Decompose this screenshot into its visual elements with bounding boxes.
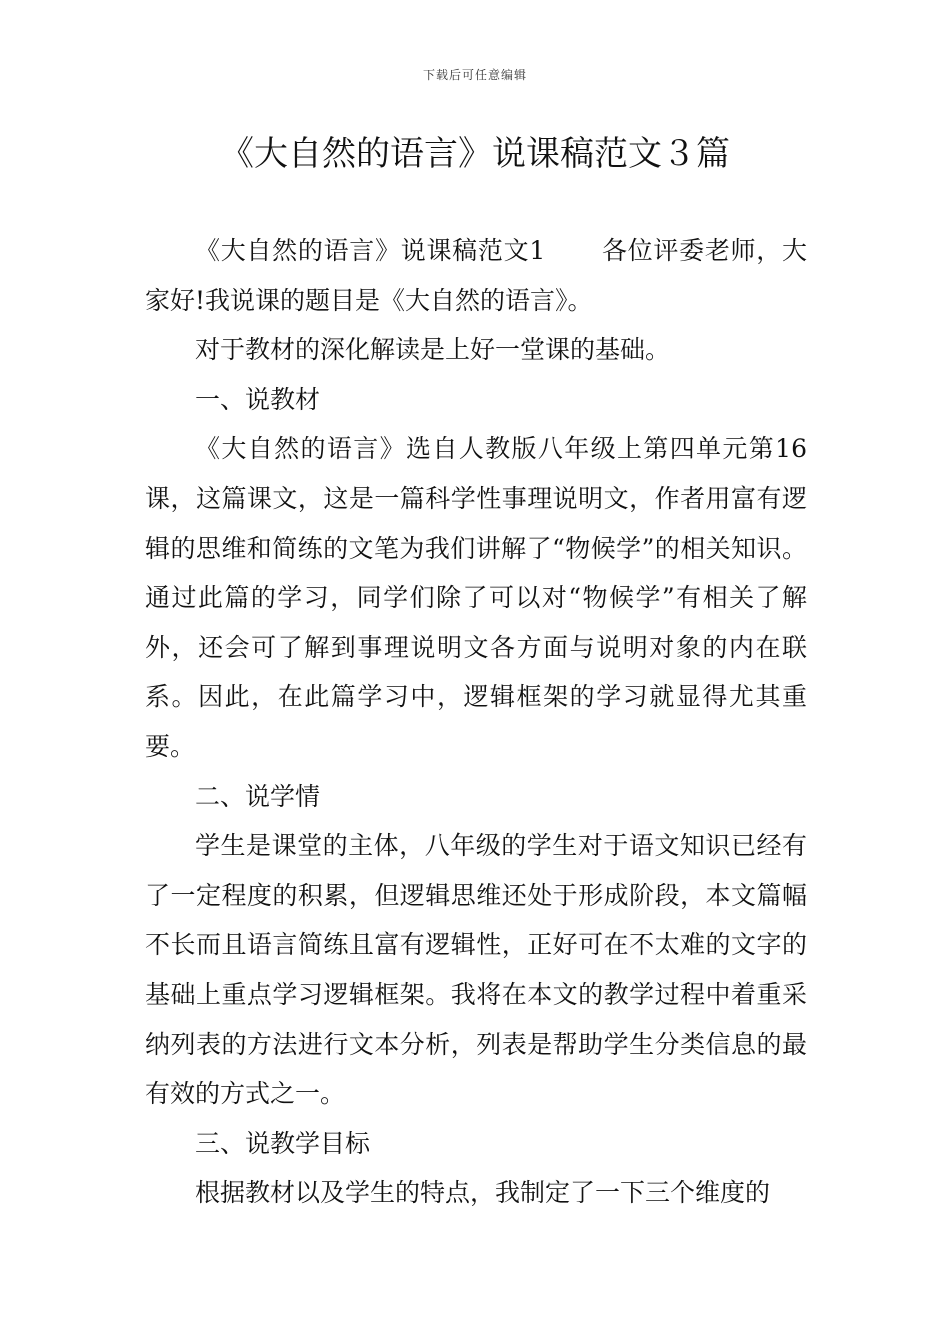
intro-greeting: 各位评委老师，大家好!我说课的题目是《大自然的语言》。 <box>145 236 807 315</box>
header-note: 下载后可任意编辑 <box>422 68 527 82</box>
document-title: 《大自然的语言》说课稿范文３篇 <box>220 134 730 174</box>
paragraph-students: 学生是课堂的主体，八年级的学生对于语文知识已经有了一定程度的积累，但逻辑思维还处于形成阶段，本文篇幅不长而且语言简练且富有逻辑性，正好可在不太难的文字的基础上重点学习逻辑框架。我将在本文的教学过程中着重采纳列表的方法进行文本分析，列表是帮助学生分类信息的最有效的方式之一。 <box>145 831 807 1109</box>
intro-paragraph <box>145 226 807 325</box>
document-body <box>145 226 807 1218</box>
paragraph-foundation: 对于教材的深化解读是上好一堂课的基础。 <box>195 335 671 365</box>
paragraph-textbook: 《大自然的语言》选自人教版八年级上第四单元第16课，这篇课文，这是一篇科学性事理说明文，作者用富有逻辑的思维和简练的文笔为我们讲解了“物候学”的相关知识。通过此篇的学习，同学们除了可以对“物候学”有相关了解外，还会可了解到事理说明文各方面与说明对象的内在联系。因此，在此篇学习中，逻辑框架的学习就显得尤其重要。 <box>145 434 807 761</box>
section-heading-objectives: 三、说教学目标 <box>195 1128 371 1158</box>
paragraph-objectives: 根据教材以及学生的特点，我制定了一下三个维度的 <box>195 1178 771 1208</box>
intro-subtitle: 《大自然的语言》说课稿范文1 <box>195 236 546 265</box>
section-heading-textbook: 一、说教材 <box>195 384 321 414</box>
section-heading-students: 二、说学情 <box>195 781 321 811</box>
